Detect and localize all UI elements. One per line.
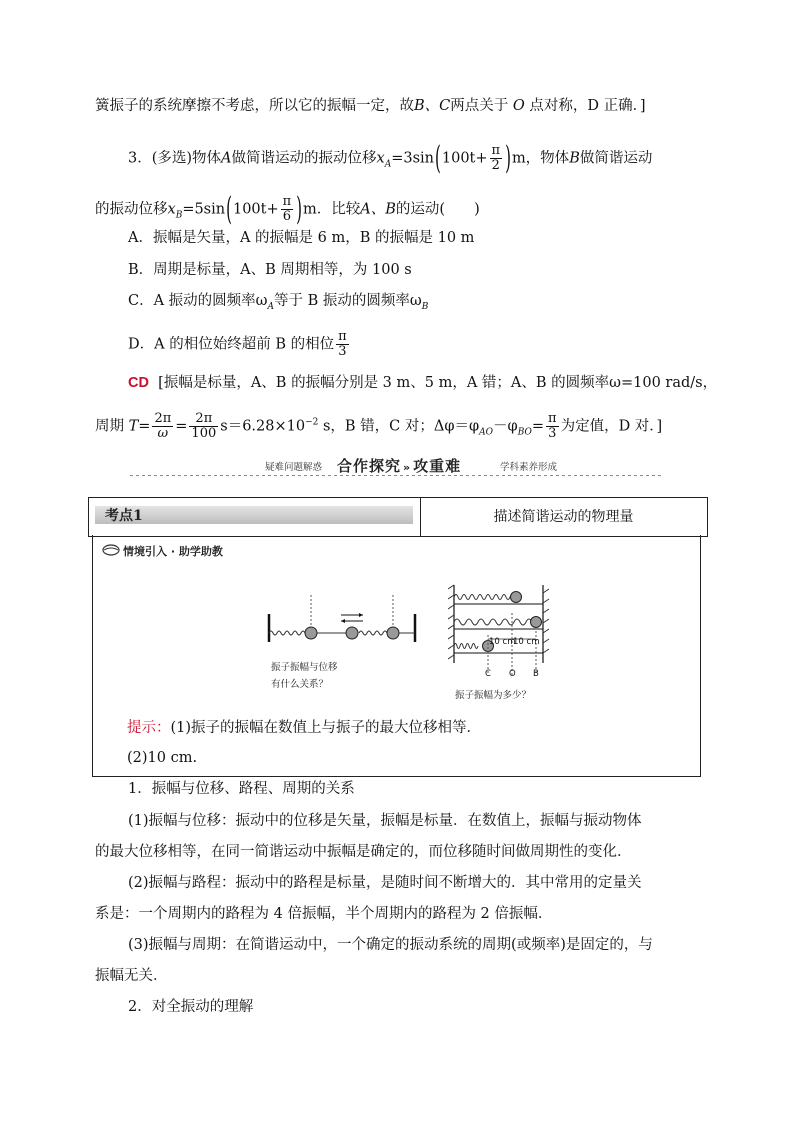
- answer-line-1: CD [振幅是标量，A、B 的振幅分别是 3 m、5 m，A 错；A、B 的圆频率ω=100 rad/s，: [128, 375, 718, 391]
- text-line: 簧振子的系统摩擦不考虑，所以它的振幅一定，故B、C两点关于 O 点对称，D 正确．]: [95, 98, 646, 114]
- kaodian-title: 描述简谐运动的物理量: [493, 509, 634, 525]
- paragraph: (3)振幅与周期：在简谐运动中，一个确定的振动系统的周期(或频率)是固定的，与: [128, 937, 653, 953]
- section-banner: 疑难问题解惑 合作探究 » 攻重难 学科素养形成: [130, 454, 663, 476]
- answer-label: CD: [128, 375, 149, 391]
- question-3-line-1: 3．(多选)物体A做简谐运动的振动位移$x_A=3\sin(100t+$ $\frac{\pi}{2}$ )m，物体B做简谐运动: [128, 138, 653, 177]
- paragraph: 振幅无关．: [95, 968, 168, 984]
- section-heading-2: 2．对全振动的理解: [128, 999, 254, 1015]
- hint-line-1: 提示：(1)振子的振幅在数值上与振子的最大位移相等．: [127, 720, 482, 736]
- paragraph: (1)振幅与位移：振动中的位移是矢量，振幅是标量．在数值上，振幅与振动物体: [128, 813, 642, 829]
- banner-rule: [130, 475, 663, 476]
- question-3-line-2: 的振动位移$x_B=5\sin(100t+$ $\frac{\pi}{6}$ )m．比较A、B的运动( ): [95, 189, 480, 228]
- kaodian-header: [88, 497, 708, 537]
- banner-title: 合作探究 » 攻重难: [337, 457, 462, 475]
- paragraph: 的最大位移相等，在同一简谐运动中振幅是确定的，而位移随时间做周期性的变化．: [95, 844, 632, 860]
- amplitude-spring-figure: [448, 583, 558, 678]
- scenario-header: 情境引入 · 助学助教: [123, 545, 223, 558]
- option-d: D．A 的相位始终超前 B 的相位 $\frac{\pi}{3}$: [128, 329, 347, 359]
- option-a: A．振幅是矢量，A 的振幅是 6 m，B 的振幅是 10 m: [128, 230, 475, 246]
- option-b: B．周期是标量，A、B 周期相等，为 100 s: [128, 262, 412, 278]
- answer-line-2: 周期 T= $\frac{2\pi}{\omega}$ = $\frac{2\pi}{100}$ $s=6.28\times 10^{-2}$ s，B 错，C 对；$\Delta\varphi=\varphi_{AO}-\varphi_{BO}=$ $\frac{\pi}{3}$ 为定值，D 对．]: [95, 411, 663, 441]
- kaodian-tag: 考点1: [105, 508, 143, 524]
- hint-label: 提示：: [127, 720, 171, 736]
- paragraph: 系是：一个周期内的路程为 4 倍振幅，半个周期内的路程为 2 倍振幅．: [95, 906, 553, 922]
- leaf-icon: [101, 543, 121, 557]
- section-heading-1: 1．振幅与位移、路程、周期的关系: [128, 781, 355, 797]
- horizontal-spring-figure: [263, 590, 423, 650]
- hint-line-2: (2)10 cm.: [127, 750, 198, 766]
- option-c: C．A 振动的圆频率$\omega_A$等于 B 振动的圆频率$\omega_B$: [128, 293, 429, 312]
- paragraph: (2)振幅与路程：振动中的路程是标量，是随时间不断增大的．其中常用的定量关: [128, 875, 642, 891]
- scenario-box: 情境引入 · 助学助教 振子振幅与位移 有什么关系？ 10 cm 10 cm C O B 振子振幅为多少？ 提示：(1)振子的振幅在数值上与振子的最大位移相等． (2)10 cm.: [92, 535, 701, 777]
